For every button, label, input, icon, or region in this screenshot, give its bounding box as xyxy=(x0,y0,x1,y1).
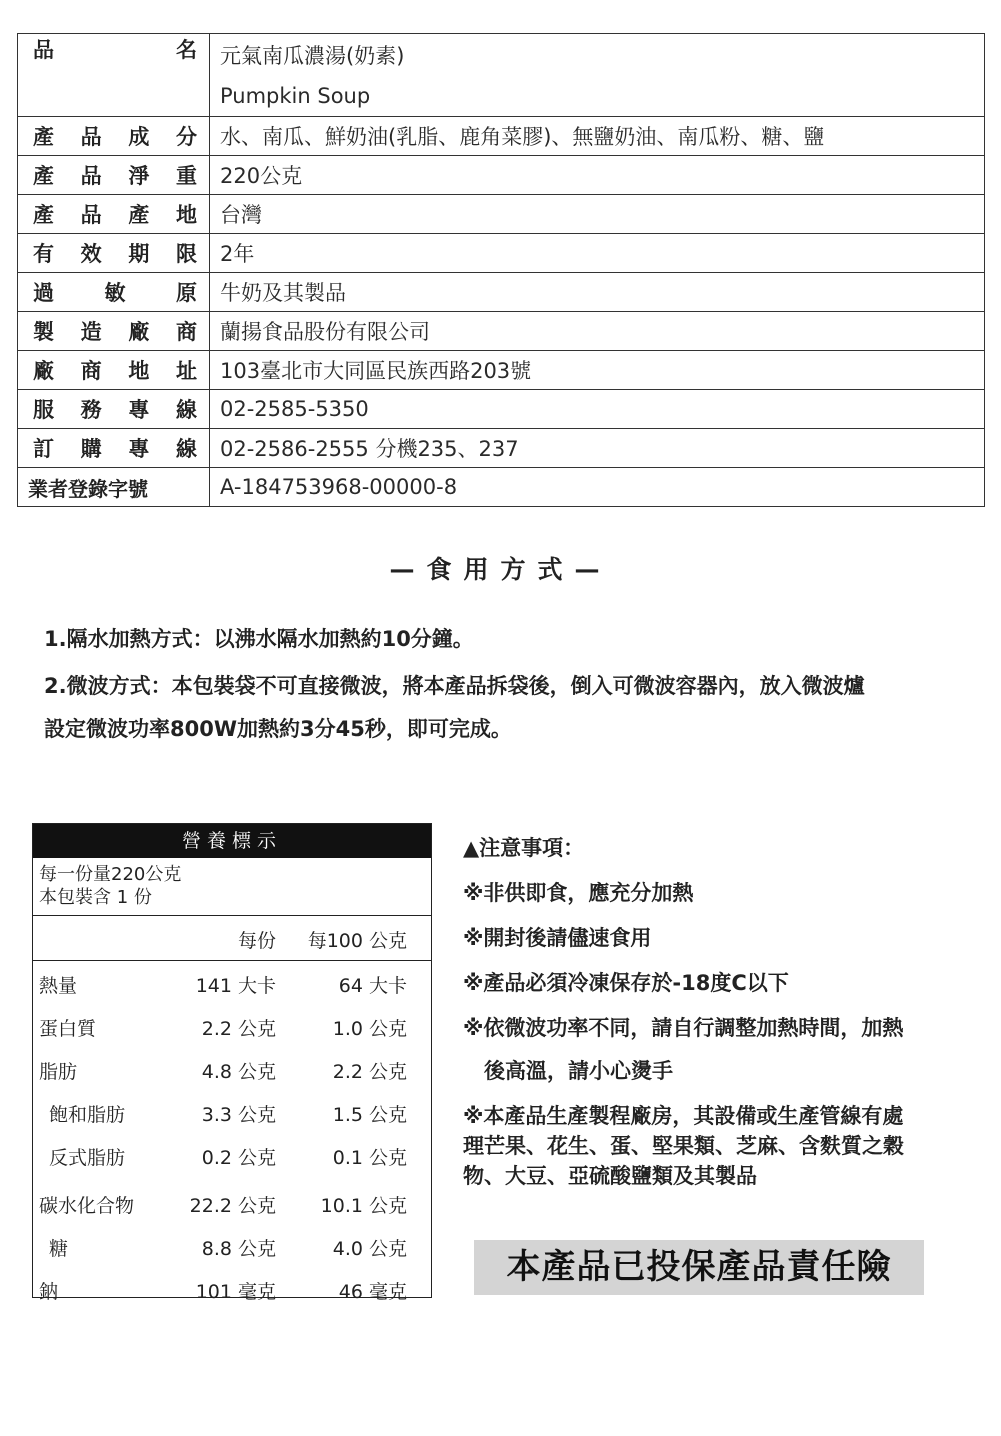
info-label-char: 造 xyxy=(80,320,102,344)
info-value: 103臺北市大同區民族西路203號 xyxy=(210,351,985,390)
info-label-char: 品 xyxy=(33,38,54,62)
nutrient-per-100g: 1.0 公克 xyxy=(332,1018,407,1040)
nutrient-per-100g: 10.1 公克 xyxy=(320,1195,407,1217)
note-line: ※依微波功率不同，請自行調整加熱時間，加熱 xyxy=(463,1016,904,1040)
info-label xyxy=(18,468,210,507)
product-name-en: Pumpkin Soup xyxy=(220,84,371,108)
info-row xyxy=(18,273,985,312)
nutrient-per-100g: 2.2 公克 xyxy=(332,1061,407,1083)
info-value: 02-2585-5350 xyxy=(210,390,985,429)
info-value xyxy=(210,34,985,117)
note-line: 物、大豆、亞硫酸鹽類及其製品 xyxy=(463,1164,757,1188)
info-label-char: 訂 xyxy=(33,437,54,461)
nutrition-row xyxy=(33,1092,431,1135)
nutrient-name: 脂肪 xyxy=(39,1061,78,1083)
nutrient-name: 熱量 xyxy=(39,975,78,997)
nutrition-title: 營養標示 xyxy=(33,824,431,858)
info-value: 220公克 xyxy=(210,156,985,195)
info-value: 02-2586-2555 分機235、237 xyxy=(210,429,985,468)
info-label xyxy=(18,351,210,390)
info-row xyxy=(18,351,985,390)
usage-heading: —食用方式— xyxy=(389,555,612,584)
nutrient-name: 蛋白質 xyxy=(39,1018,97,1040)
info-label-char: 原 xyxy=(176,281,197,305)
info-label-char: 製 xyxy=(33,320,54,344)
info-label-char: 址 xyxy=(175,359,197,383)
info-row xyxy=(18,390,985,429)
nutrition-row xyxy=(33,1135,431,1183)
nutrient-per-serving: 0.2 公克 xyxy=(201,1147,276,1169)
info-label-char: 重 xyxy=(175,164,197,188)
nutrient-per-100g: 4.0 公克 xyxy=(332,1238,407,1260)
info-label-char: 淨 xyxy=(128,164,150,188)
info-label-char: 成 xyxy=(128,125,150,149)
info-label-char: 期 xyxy=(128,242,150,266)
info-label-char: 敏 xyxy=(104,281,126,305)
info-label-char: 產 xyxy=(33,164,54,188)
info-row xyxy=(18,468,985,507)
nutrient-name: 反式脂肪 xyxy=(49,1147,126,1169)
info-row-name xyxy=(18,34,985,117)
nutrient-per-serving: 141 大卡 xyxy=(195,975,276,997)
nutrient-name: 鈉 xyxy=(39,1281,59,1303)
info-label-char: 分 xyxy=(175,125,197,149)
nutrition-row xyxy=(33,1269,431,1312)
info-label xyxy=(18,429,210,468)
col-per-100g: 每100 公克 xyxy=(307,930,407,952)
info-label-char: 產 xyxy=(128,203,150,227)
info-row xyxy=(18,429,985,468)
nutrition-row xyxy=(33,1006,431,1049)
info-value: 蘭揚食品股份有限公司 xyxy=(210,312,985,351)
nutrient-per-serving: 3.3 公克 xyxy=(201,1104,276,1126)
nutrition-row xyxy=(33,1183,431,1226)
info-label xyxy=(18,312,210,351)
note-line: ※本產品生產製程廠房，其設備或生產管線有處 xyxy=(463,1104,904,1128)
info-label-char: 品 xyxy=(80,203,102,227)
usage-line: 2.微波方式：本包裝袋不可直接微波，將本產品拆袋後，倒入可微波容器內，放入微波爐 xyxy=(44,674,865,698)
info-row xyxy=(18,195,985,234)
info-label xyxy=(18,117,210,156)
info-label-char: 品 xyxy=(80,125,102,149)
nutrient-per-serving: 4.8 公克 xyxy=(201,1061,276,1083)
usage-line: 設定微波功率800W加熱約3分45秒，即可完成。 xyxy=(44,717,512,741)
info-label-char: 名 xyxy=(176,38,197,62)
nutrient-per-serving: 101 毫克 xyxy=(195,1281,276,1303)
info-row xyxy=(18,312,985,351)
nutrition-row xyxy=(33,1049,431,1092)
info-value: 台灣 xyxy=(210,195,985,234)
serving-info xyxy=(33,858,431,916)
nutrient-name: 糖 xyxy=(49,1238,69,1260)
nutrition-row xyxy=(33,1226,431,1269)
info-label-char: 品 xyxy=(80,164,102,188)
nutrient-name: 飽和脂肪 xyxy=(49,1104,126,1126)
product-info-table xyxy=(17,33,985,507)
nutrition-rows xyxy=(33,961,431,1312)
nutrient-per-serving: 22.2 公克 xyxy=(189,1195,276,1217)
servings-per-pack: 本包裝含 1 份 xyxy=(39,887,152,908)
info-label-char: 務 xyxy=(80,398,102,422)
info-row xyxy=(18,234,985,273)
insurance-banner: 本產品已投保產品責任險 xyxy=(474,1240,924,1295)
info-label-char: 線 xyxy=(175,437,197,461)
product-name-zh: 元氣南瓜濃湯(奶素) xyxy=(220,44,405,68)
usage-line: 1.隔水加熱方式：以沸水隔水加熱約10分鐘。 xyxy=(44,627,474,651)
info-label-char: 線 xyxy=(175,398,197,422)
nutrient-per-100g: 1.5 公克 xyxy=(332,1104,407,1126)
info-label-char: 專 xyxy=(128,437,150,461)
info-label-char: 有 xyxy=(33,242,54,266)
info-label-char: 廠 xyxy=(128,320,150,344)
nutrient-per-100g: 64 大卡 xyxy=(338,975,407,997)
info-value: 牛奶及其製品 xyxy=(210,273,985,312)
info-label xyxy=(18,390,210,429)
info-label-char: 服 xyxy=(33,398,54,422)
info-row xyxy=(18,156,985,195)
info-row xyxy=(18,117,985,156)
info-label-char: 專 xyxy=(128,398,150,422)
info-label xyxy=(18,195,210,234)
info-label-char: 產 xyxy=(33,203,54,227)
note-line: 理芒果、花生、蛋、堅果類、芝麻、含麩質之穀 xyxy=(463,1134,904,1158)
info-label-char: 業者登錄字號 xyxy=(28,476,148,501)
info-label xyxy=(18,234,210,273)
nutrient-name: 碳水化合物 xyxy=(39,1195,135,1217)
info-label-char: 購 xyxy=(80,437,102,461)
info-value: 水、南瓜、鮮奶油(乳脂、鹿角菜膠)、無鹽奶油、南瓜粉、糖、鹽 xyxy=(210,117,985,156)
nutrition-panel xyxy=(32,823,432,1303)
nutrition-row xyxy=(33,963,431,1006)
info-label-char: 商 xyxy=(175,320,197,344)
info-label xyxy=(18,34,210,117)
info-label-char: 地 xyxy=(175,203,197,227)
info-label-char: 過 xyxy=(33,281,54,305)
col-per-serving: 每份 xyxy=(237,930,276,952)
note-line: 後高溫，請小心燙手 xyxy=(463,1059,673,1083)
notes-title: ▲注意事項： xyxy=(463,836,585,860)
note-line: ※非供即食，應充分加熱 xyxy=(463,881,694,905)
nutrient-per-serving: 8.8 公克 xyxy=(201,1238,276,1260)
nutrient-per-100g: 0.1 公克 xyxy=(332,1147,407,1169)
info-label-char: 商 xyxy=(80,359,102,383)
info-label xyxy=(18,156,210,195)
info-label xyxy=(18,273,210,312)
nutrition-column-headers xyxy=(33,916,431,961)
info-label-char: 廠 xyxy=(33,359,54,383)
info-value: 2年 xyxy=(210,234,985,273)
note-line: ※開封後請儘速食用 xyxy=(463,926,652,950)
serving-size: 每一份量220公克 xyxy=(39,864,182,885)
info-label-char: 產 xyxy=(33,125,54,149)
nutrient-per-100g: 46 毫克 xyxy=(338,1281,407,1303)
nutrient-per-serving: 2.2 公克 xyxy=(201,1018,276,1040)
info-label-char: 限 xyxy=(175,242,197,266)
info-value: A-184753968-00000-8 xyxy=(210,468,985,507)
info-label-char: 效 xyxy=(80,242,102,266)
note-line: ※產品必須冷凍保存於-18度C以下 xyxy=(463,971,789,995)
info-label-char: 地 xyxy=(128,359,150,383)
